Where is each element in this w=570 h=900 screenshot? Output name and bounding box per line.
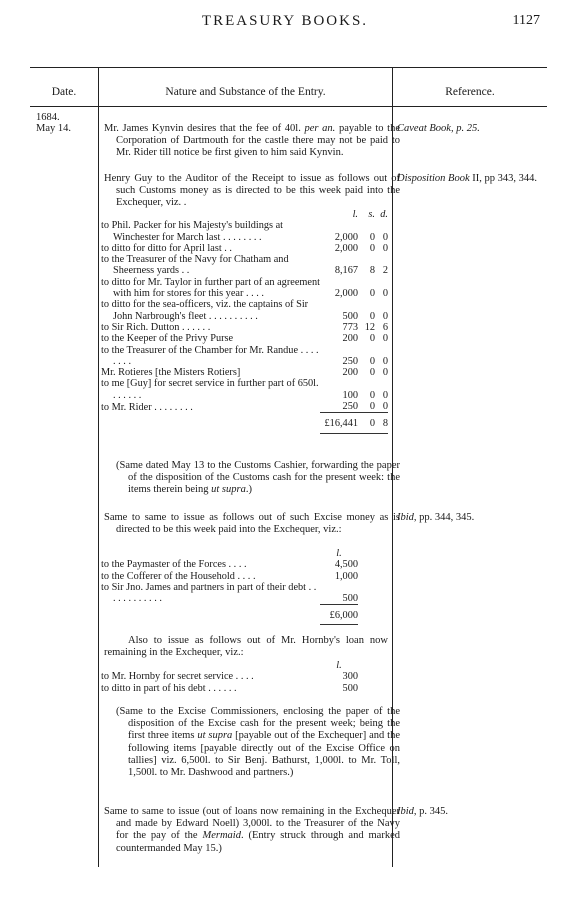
total-underline-row [113, 433, 388, 435]
pounds-heading: l. [352, 209, 358, 220]
item-pence: 0 [382, 242, 388, 254]
pence-heading: d. [380, 209, 388, 220]
item-shillings: 0 [369, 333, 375, 345]
hornby-items-table [101, 660, 358, 694]
item-desc: to me [Guy] for secret service in further part of 650l. . . . . . . [101, 378, 319, 401]
item-pounds: 250 [342, 355, 358, 367]
table-row [113, 299, 388, 322]
item-pounds: 200 [342, 333, 358, 345]
item-pounds: 250 [320, 401, 358, 413]
item-desc: to ditto for ditto for April last . . [101, 242, 232, 254]
item-desc: to ditto for Mr. Taylor in further part of an agreement with him for stores for this year . . . . [101, 276, 320, 300]
total-pence: 8 [382, 418, 388, 430]
item-pounds: 4,500 [334, 559, 358, 571]
item-desc: to the Keeper of the Privy Purse [101, 333, 234, 345]
pounds-heading: l. [336, 548, 342, 559]
item-shillings: 0 [369, 231, 375, 243]
item-desc: to ditto in part of his debt . . . . . . [101, 682, 237, 694]
item-pence: 2 [382, 265, 388, 277]
item-pounds: 2,000 [334, 288, 358, 300]
table-row [113, 571, 358, 582]
item-pence: 6 [382, 321, 388, 333]
item-pounds: 500 [342, 592, 358, 604]
item-pounds: 2,000 [334, 231, 358, 243]
item-pence: 0 [382, 355, 388, 367]
customs-items-table [101, 209, 388, 435]
lsd-header-row [113, 548, 358, 559]
ref-disposition-text: Disposition Book II, pp 343, 344. [397, 173, 537, 184]
date-column-divider [98, 67, 99, 867]
table-row [113, 254, 388, 277]
ref-ibid-345: Ibid, p. 345. [397, 806, 449, 817]
top-rule [30, 67, 547, 68]
item-pence: 0 [382, 288, 388, 300]
shillings-heading: s. [368, 209, 375, 220]
table-row [113, 322, 388, 333]
customs-cashier-text: (Same dated May 13 to the Customs Cashier, forwarding the paper of the disposition of the Customs cash for the present week: the items therein being ut supra.) [116, 460, 400, 496]
item-pence: 0 [382, 231, 388, 243]
date-day: May 14. [36, 123, 71, 134]
total-underline-row [113, 625, 358, 627]
item-pounds: 500 [342, 682, 358, 694]
item-pounds: 100 [342, 389, 358, 401]
table-row [113, 378, 388, 401]
entry-hornby-loan: Also to issue as follows out of Mr. Hornby's loan now remaining in the Exchequer, viz.: [104, 635, 388, 659]
date-column-heading: Date. [51, 86, 77, 98]
total-pounds: £16,441 [324, 418, 358, 430]
item-shillings: 0 [369, 242, 375, 254]
table-row [113, 243, 388, 254]
item-desc: Mr. Rotieres [the Misters Rotiers] [101, 367, 241, 379]
table-row [113, 559, 358, 570]
item-shillings: 0 [369, 389, 375, 401]
lsd-header-row [113, 660, 358, 671]
item-desc: to Phil. Packer for his Majesty's buildings at Winchester for March last . . . . . . . . [101, 220, 284, 243]
lsd-header-row [113, 209, 388, 220]
ref-ibid-344: Ibid, pp. 344, 345. [397, 512, 475, 523]
entry-kynvin: Mr. James Kynvin desires that the fee of 40l. per an. payable to the Corporation of Dartmouth for the castle there may not be paid to Mr. Rider till notice be first given to him said Kynvin. [104, 123, 400, 159]
item-pence: 0 [382, 333, 388, 345]
entry-customs-issue: Henry Guy to the Auditor of the Receipt to issue as follows out of such Customs money as is directed to be this week paid into the Exchequer, viz. . [104, 173, 400, 209]
item-pounds: 1,000 [334, 570, 358, 582]
total-row [113, 413, 388, 433]
table-row [113, 671, 358, 682]
table-row [113, 220, 388, 243]
item-pounds: 773 [342, 321, 358, 333]
nature-column-heading: Nature and Substance of the Entry. [165, 86, 326, 98]
item-pounds: 300 [342, 671, 358, 683]
page-number: 1127 [512, 13, 540, 28]
item-shillings: 0 [358, 401, 375, 413]
excise-items-table [101, 548, 358, 626]
item-pence: 0 [382, 389, 388, 401]
item-desc: to Sir Rich. Dutton . . . . . . [101, 321, 211, 333]
excise-total: £6,000 [320, 604, 358, 624]
table-row [113, 277, 388, 300]
total-row [113, 604, 358, 624]
item-desc: to Mr. Rider . . . . . . . . [101, 401, 193, 413]
reference-column-heading: Reference. [445, 86, 495, 98]
item-pounds: 2,000 [334, 242, 358, 254]
item-desc: to the Paymaster of the Forces . . . . [101, 559, 247, 571]
item-desc: to Mr. Hornby for secret service . . . . [101, 671, 254, 683]
item-desc: to the Treasurer of the Navy for Chatham and Sheerness yards . . [101, 254, 289, 277]
pounds-heading: l. [336, 660, 342, 671]
header-rule [30, 106, 547, 107]
running-title: TREASURY BOOKS. [201, 13, 369, 29]
item-desc: to ditto for the sea-officers, viz. the captains of Sir John Narbrough's fleet . . . . . . . . . . [101, 299, 309, 322]
item-desc: to the Treasurer of the Chamber for Mr. Randue . . . . . . . . [101, 344, 319, 367]
item-shillings: 8 [369, 265, 375, 277]
item-desc: to Sir Jno. James and partners in part of their debt . . . . . . . . . . . . [101, 581, 317, 605]
ref-caveat-book: Caveat Book, p. 25. [397, 123, 480, 134]
entry-excise-commissioners: (Same to the Excise Commissioners, enclosing the paper of the disposition of the Excise cash for the present week; being the first three items ut supra [payable out of the Exchequer] and the following items [payable directly out of the Excise Office on tallies] viz. 6,500l. to Sir Benj. Bathurst, 1,000l. to Mr. Toll, 1,500l. to Mr. Dashwood and partners.) [116, 706, 401, 779]
table-row [113, 345, 388, 368]
item-pence: 0 [375, 401, 388, 413]
table-row [113, 683, 358, 694]
table-row [113, 582, 358, 605]
total-shillings: 0 [369, 418, 375, 430]
table-row [113, 401, 388, 413]
item-pence: 0 [382, 367, 388, 379]
item-shillings: 0 [369, 288, 375, 300]
item-pounds: 8,167 [334, 265, 358, 277]
table-row [113, 333, 388, 344]
ref-disposition-book [397, 173, 549, 185]
entry-noell-loan: Same to same to issue (out of loans now remaining in the Exchequer and made by Edward Noell) 3,000l. to the Treasurer of the Navy for the pay of the Mermaid. (Entry struck through and marked countermanded May 15.) [104, 806, 401, 854]
item-shillings: 12 [364, 321, 375, 333]
item-pounds: 200 [342, 367, 358, 379]
item-pence: 0 [382, 310, 388, 322]
item-shillings: 0 [369, 367, 375, 379]
entry-customs-cashier [116, 460, 400, 497]
table-row [113, 367, 388, 378]
item-shillings: 0 [369, 310, 375, 322]
item-desc: to the Cofferer of the Household . . . . [101, 570, 256, 582]
date-year: 1684. [36, 112, 60, 123]
entry-excise-issue: Same to same to issue as follows out of such Excise money as is directed to be this week paid into the Exchequer, viz.: [104, 512, 400, 536]
item-pounds: 500 [342, 310, 358, 322]
item-shillings: 0 [369, 355, 375, 367]
